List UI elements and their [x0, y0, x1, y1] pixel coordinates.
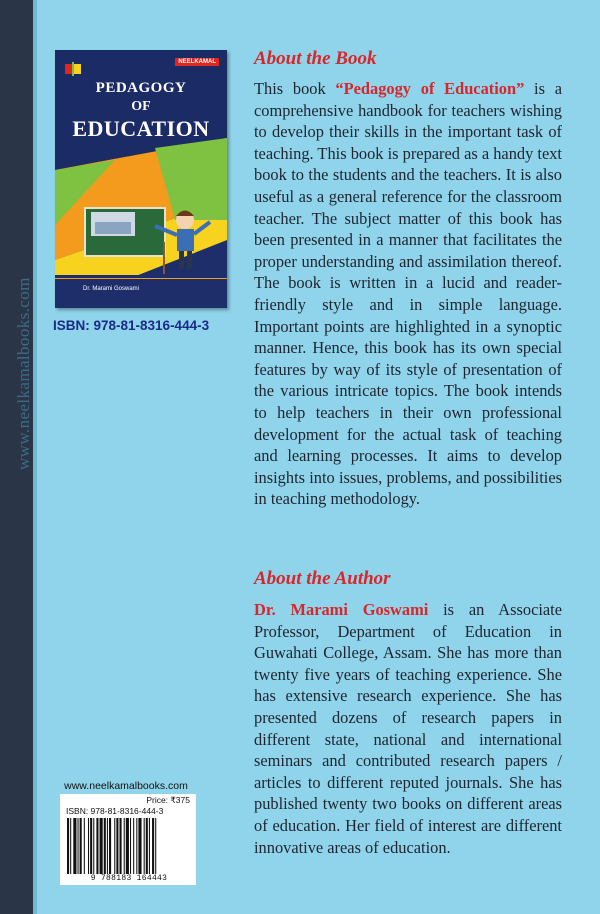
barcode-bar	[78, 818, 79, 874]
barcode-label	[60, 794, 196, 885]
vertical-website-url: www.neelkamalbooks.com	[14, 277, 33, 470]
author-name: Dr. Marami Goswami	[254, 600, 429, 619]
barcode-bar	[100, 818, 103, 874]
cover-title-line2: OF	[131, 99, 151, 114]
publisher-logo-icon	[65, 62, 81, 76]
barcode-bar	[136, 818, 137, 874]
book-title-quote: “Pedagogy of Education”	[335, 79, 525, 98]
barcode-bar	[149, 818, 150, 874]
barcode-bar	[90, 818, 92, 874]
front-cover-thumbnail	[55, 50, 227, 308]
cover-author: Dr. Marami Goswami	[83, 286, 140, 292]
isbn-label: ISBN: 978-81-8316-444-3	[53, 318, 210, 333]
barcode-bar	[146, 818, 148, 874]
barcode-bar	[124, 818, 125, 874]
barcode-bars	[66, 818, 192, 874]
about-book-intro: This book	[254, 79, 336, 98]
barcode-bar	[126, 818, 129, 874]
about-book-heading: About the Book	[254, 48, 377, 69]
barcode-bar	[116, 818, 118, 874]
barcode-bar	[138, 818, 141, 874]
barcode-bar	[73, 818, 76, 874]
publisher-badge: NEELKAMAL	[175, 58, 219, 66]
price: Price: ₹375	[146, 795, 190, 805]
barcode-panel	[56, 780, 196, 886]
barcode-bar	[120, 818, 122, 874]
barcode-bar	[109, 818, 111, 874]
barcode-bar	[96, 818, 98, 874]
barcode-bar	[88, 818, 89, 874]
barcode-bar	[70, 818, 71, 874]
about-book-text	[254, 78, 562, 510]
barcode-bar	[80, 818, 82, 874]
about-author-body: is an Associate Professor, Department of Education in Guwahati College, Assam. She has more than twenty five years of teaching experience. She has extensive research experience. She has presented dozens of research papers in different state, national and international seminars and contributed research papers / articles to different reputed journals. She has published twenty two books on different areas of education. Her field of interest are different innovative areas of education.	[254, 600, 562, 857]
barcode-bar	[152, 818, 154, 874]
barcode-bar	[133, 818, 134, 874]
cover-title-line1: PEDAGOGY	[95, 80, 187, 96]
about-author-heading: About the Author	[254, 568, 391, 589]
about-book-body: is a comprehensive handbook for teachers wishing to develop their skills in the important task of teaching. This book is prepared as a handy text book to the students and the teachers. It is also useful as a general reference for the classroom teacher. The subject matter of this book has been presented in a manner that facilitates the proper understanding and assimilation thereof. The book is written in a lucid and reader-friendly style and in simple language. Important points are highlighted in a synoptic manner. Hence, this book has its own special features by way of its style of presentation of the various intricate topics. The book intends to help teachers in their own professional development for the actual task of teaching and learning processes. It aims to develop insights into issues, problems, and possibilities in teaching methodology.	[254, 79, 562, 509]
cover-title-line3: EDUCATION	[72, 116, 210, 141]
barcode-bar	[130, 818, 131, 874]
barcode-bar	[144, 818, 145, 874]
barcode-bar	[114, 818, 115, 874]
barcode-url: www.neelkamalbooks.com	[64, 780, 188, 792]
barcode-bar	[84, 818, 85, 874]
barcode-bar	[107, 818, 108, 874]
barcode-isbn: ISBN: 978-81-8316-444-3	[66, 806, 164, 816]
barcode-bar	[67, 818, 69, 874]
barcode-bar	[104, 818, 106, 874]
barcode-bar	[93, 818, 94, 874]
about-author-text	[254, 599, 562, 858]
barcode-digits: 9 788183 164443	[90, 874, 168, 883]
barcode-bar	[155, 818, 156, 874]
